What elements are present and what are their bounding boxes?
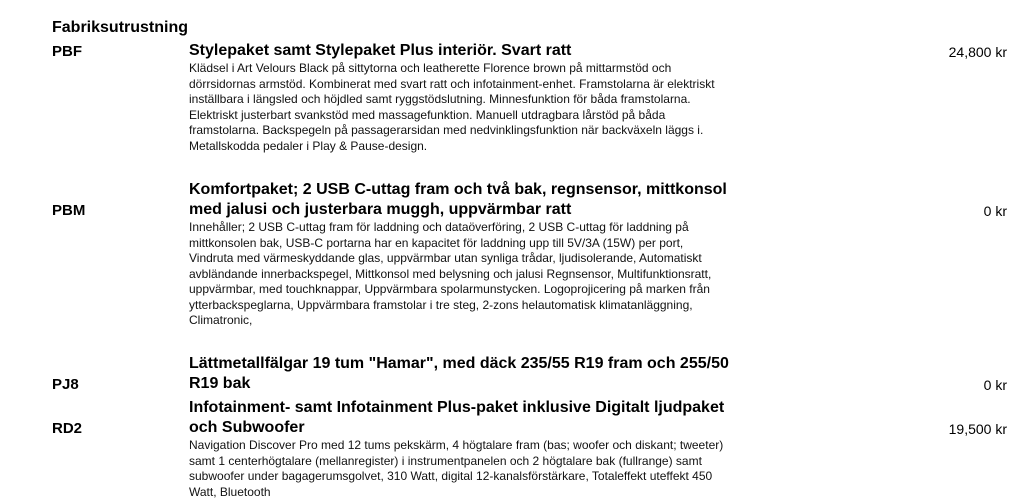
item-title: Komfortpaket; 2 USB C-uttag fram och två bak, regnsensor, mittkonsol med jalusi och justerbara muggh, uppvärmbar ratt	[189, 181, 727, 218]
item-description: Navigation Discover Pro med 12 tums pekskärm, 4 högtalare fram (bas; woofer och diskant; tweeter) samt 1 centerhögtalare (mellanregister) i instrumentpanelen och 2 högtalare bak (fullrange) samt subwoofer under bagagerumsgolvet, 310 Watt, digital 12-kanalsförstärkare, Totaleffekt uteffekt 450 Watt, Bluetooth	[189, 438, 724, 499]
item-price: 24,800 kr	[948, 44, 1007, 60]
item-description: Klädsel i Art Velours Black på sittytorna och leatherette Florence brown på mittarmstöd och dörrsidornas armstöd. Kombinerat med svart ratt och infotainment-enhet. Framstolarna är elektriskt inställbara i längsled och höjdled samt ryggstödslutning. Minnesfunktion för båda framstolarna. Elektriskt justerbart svankstöd med massagefunktion. Manuell utdragbara lårstöd på båda framstolarna. Backspegeln på passagerarsidan med nedvinklingsfunktion när backväxeln läggs i. Metallskodda pedaler i Play & Pause-design.	[189, 61, 715, 153]
item-content	[189, 354, 729, 394]
section-title: Fabriksutrustning	[52, 19, 189, 36]
item-code: PBM	[52, 202, 86, 219]
item-code: RD2	[52, 420, 83, 437]
item-price: 19,500 kr	[948, 421, 1007, 437]
item-title: Infotainment- samt Infotainment Plus-paket inklusive Digitalt ljudpaket och Subwoofer	[189, 399, 725, 436]
item-content	[189, 180, 729, 329]
item-price: 0 kr	[983, 203, 1007, 219]
item-title: Stylepaket samt Stylepaket Plus interiör. Svart ratt	[189, 42, 572, 59]
item-description: Innehåller; 2 USB C-uttag fram för laddning och dataöverföring, 2 USB C-uttag för laddning på mittkonsolen bak, USB-C portarna har en kapacitet för laddning upp till 5V/3A (15W) per port, Vindruta med värmeskyddande glas, uppvärmbar utan synliga trådar, ljudisolerande, Automatiskt avbländande innerbackspegel, Mittkonsol med belysning och jalusi Regnsensor, Multifunktionsratt, uppvärmbar, med touchknappar, Uppvärmbara spolarmunstycken. Logoprojicering på marken från ytterbackspeglarna, Uppvärmbara framstolar i tre steg, 2-zons helautomatisk klimatanläggning, Climatronic,	[189, 220, 712, 327]
item-code: PJ8	[52, 376, 79, 393]
item-price: 0 kr	[983, 377, 1007, 393]
item-content	[189, 41, 729, 154]
item-content	[189, 398, 729, 499]
item-code: PBF	[52, 43, 82, 60]
item-title: Lättmetallfälgar 19 tum "Hamar", med däck 235/55 R19 fram och 255/50 R19 bak	[189, 355, 729, 392]
